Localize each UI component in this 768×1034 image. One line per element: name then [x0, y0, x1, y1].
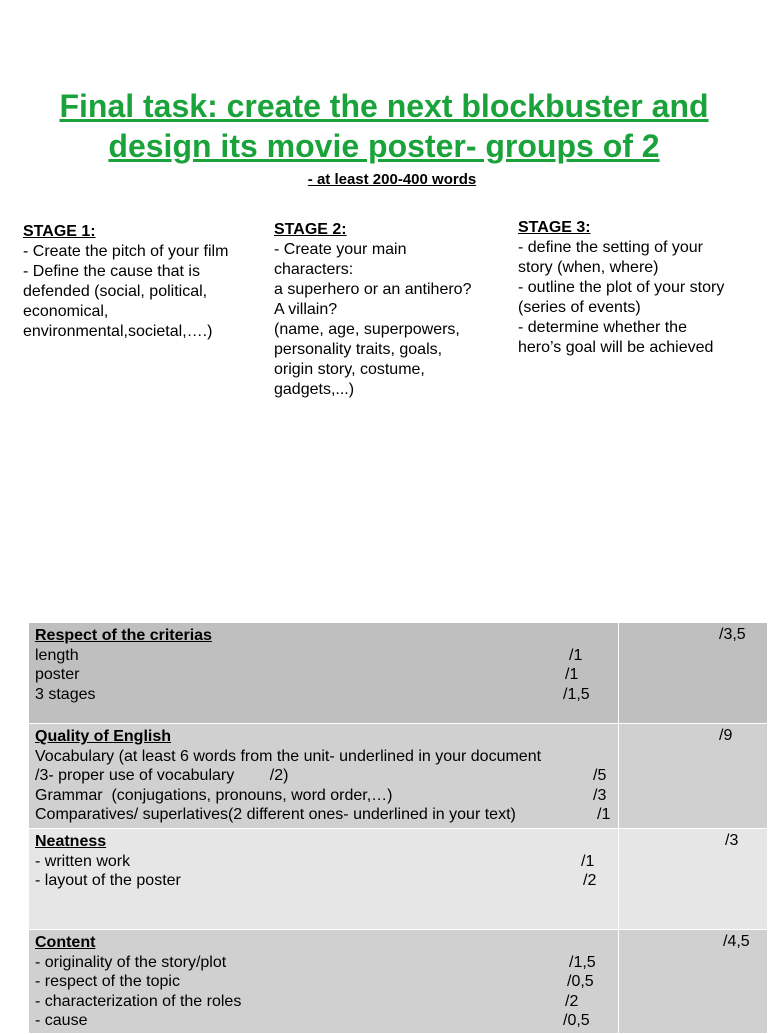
page-subtitle: - at least 200-400 words: [307, 171, 477, 188]
rubric-item-label: - layout of the poster: [35, 872, 181, 889]
rubric-item-label: poster: [35, 666, 80, 683]
stage-1-heading: STAGE 1:: [23, 223, 96, 240]
stage-3-heading: STAGE 3:: [518, 219, 591, 236]
rubric-item: [35, 646, 612, 666]
rubric-item: [35, 747, 612, 767]
grading-rubric-table: [28, 622, 768, 1034]
rubric-item-label: - originality of the story/plot: [35, 953, 227, 971]
rubric-section-total-cell: [619, 930, 768, 1034]
rubric-item: [35, 871, 612, 891]
stage-3-line: - determine whether the hero’s goal will be achieved: [518, 319, 714, 356]
rubric-item-label: length: [35, 646, 79, 664]
rubric-section-total: /3,5: [719, 626, 746, 643]
rubric-item-points: /1: [569, 646, 583, 664]
rubric-item: [35, 766, 612, 786]
rubric-section-title: Respect of the criterias: [35, 627, 212, 644]
rubric-section-total-cell: [619, 623, 768, 724]
rubric-item-points: /1: [581, 852, 595, 870]
stage-1-line: - Create the pitch of your film: [23, 243, 229, 260]
rubric-section-title: Quality of English: [35, 728, 172, 745]
rubric-item: [35, 953, 612, 973]
rubric-section-title: Neatness: [35, 833, 107, 850]
rubric-item-label: /3- proper use of vocabulary /2): [35, 767, 289, 784]
rubric-item-label: 3 stages: [35, 685, 96, 703]
rubric-item: [35, 852, 612, 872]
rubric-item: [35, 972, 612, 992]
rubric-row-english: [29, 724, 768, 829]
rubric-item-points: /1,5: [569, 953, 596, 971]
stage-2-line: (name, age, superpowers, personality traits, goals, origin story, costume, gadgets,...): [274, 321, 465, 398]
rubric-section-title: Content: [35, 934, 96, 951]
rubric-item-points: /2: [583, 872, 597, 889]
stage-2-line: a superhero or an antihero?: [274, 281, 472, 298]
rubric-row-content: [29, 930, 768, 1034]
rubric-row-neatness: [29, 829, 768, 930]
rubric-item: [35, 665, 612, 685]
rubric-item: [35, 992, 612, 1012]
rubric-item-label: - characterization of the roles: [35, 992, 242, 1010]
rubric-section-total: /3: [725, 832, 739, 849]
rubric-item-points: /0,5: [567, 973, 594, 990]
rubric-item-points: /0,5: [563, 1012, 590, 1029]
rubric-item-label: - respect of the topic: [35, 973, 180, 990]
stage-3-line: - define the setting of your story (when, where): [518, 239, 708, 276]
rubric-section: [29, 829, 619, 930]
rubric-item: [35, 786, 612, 806]
rubric-section: [29, 623, 619, 724]
stage-3-block: [518, 218, 733, 358]
rubric-item: [35, 1011, 612, 1031]
stage-2-heading: STAGE 2:: [274, 221, 347, 238]
rubric-item-points: /2: [565, 992, 579, 1010]
rubric-section: [29, 724, 619, 829]
rubric-section-total: /4,5: [723, 933, 750, 950]
rubric-item-points: /5: [593, 767, 607, 784]
rubric-item: [35, 685, 612, 705]
rubric-item-points: /1,5: [563, 685, 590, 703]
stage-2-line: A villain?: [274, 301, 338, 318]
rubric-item-label: Grammar (conjugations, pronouns, word order,…): [35, 786, 393, 804]
rubric-item-label: Comparatives/ superlatives(2 different ones- underlined in your text): [35, 806, 516, 823]
rubric-item-label: - cause: [35, 1012, 88, 1029]
rubric-item-points: /1: [565, 666, 579, 683]
rubric-row-criteria: [29, 623, 768, 724]
rubric-section-total-cell: [619, 829, 768, 930]
rubric-item-points: /3: [593, 786, 607, 804]
stage-1-line: - Define the cause that is defended (social, political, economical, environmental,societal,….): [23, 263, 213, 340]
page-title: Final task: create the next blockbuster and design its movie poster- groups of 2: [59, 88, 709, 164]
rubric-section: [29, 930, 619, 1034]
rubric-item: [35, 805, 612, 825]
stage-2-block: [274, 220, 479, 400]
stage-2-line: - Create your main characters:: [274, 241, 411, 278]
rubric-item-points: /1: [597, 806, 611, 823]
rubric-item-label: - written work: [35, 852, 131, 870]
stage-1-block: [23, 222, 238, 342]
rubric-item-label: Vocabulary (at least 6 words from the unit- underlined in your document: [35, 747, 542, 765]
rubric-section-total: /9: [719, 727, 733, 744]
rubric-section-total-cell: [619, 724, 768, 829]
stage-3-line: - outline the plot of your story (series of events): [518, 279, 729, 316]
